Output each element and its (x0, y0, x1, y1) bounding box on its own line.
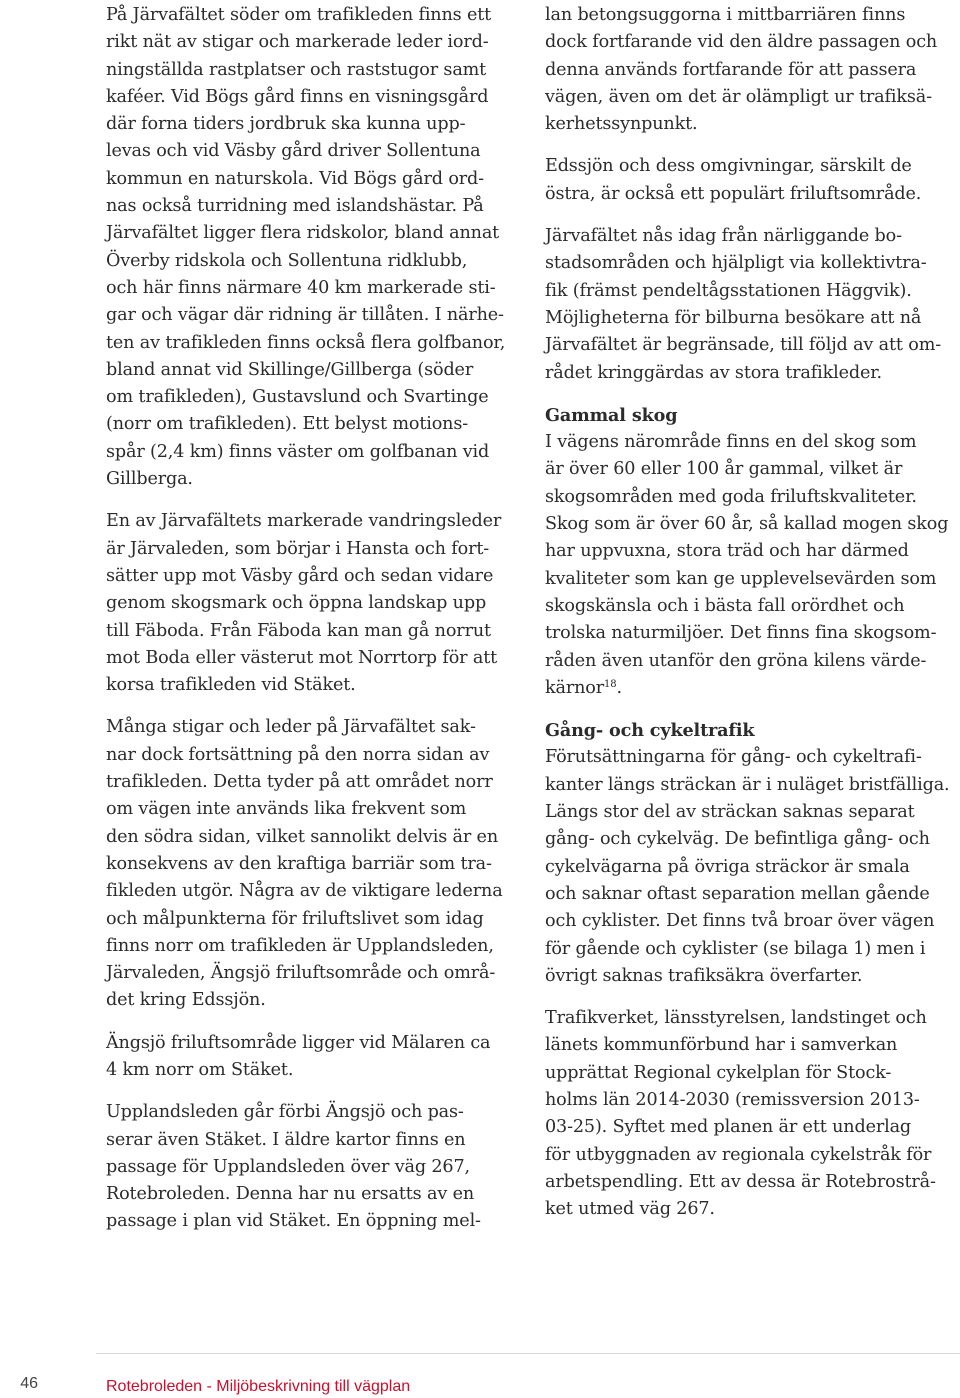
left-paragraph-3: Många stigar och leder på Järvafältet sak- nar dock fortsättning på den norra sidan av trafikleden. Detta tyder på att området norr om vägen inte används lika frekvent som den södra sidan, vilket sannolikt delvis är en konsekvens av den kraftiga barriär som tra- fikleden utgör. Några av de viktigare lederna och målpunkterna för friluftslivet som idag finns norr om trafikleden är Upplandsleden, Järvaleden, Ängsjö friluftsområde och områ- det kring Edssjön. (106, 717, 503, 1011)
right-paragraph-3: Järvafältet nås idag från närliggande bo- stadsområden och hjälpligt via kollektivtra- fik (främst pendeltågsstationen Häggvik). Möjligheterna för bilburna besökare att nå Järvafältet är begränsade, till följd av att om- rådet kringgärdas av stora trafikleder. (545, 226, 942, 383)
right-paragraph-2: Edssjön och dess omgivningar, särskilt de östra, är också ett populärt friluftsområde. (545, 156, 922, 204)
left-paragraph-1: På Järvafältet söder om trafikleden finns ett rikt nät av stigar och markerade leder iord- ningställda rastplatser och raststugor samt kaféer. Vid Bögs gård finns en visningsgård där forna tiders jordbruk ska kunna upp- levas och vid Väsby gård driver Sollentuna kommun en naturskola. Vid Bögs gård ord- nas också turridning med islandshästar. På Järvafältet ligger flera ridskolor, bland annat Överby ridskola och Sollentuna ridklubb, och här finns närmare 40 km markerade sti- gar och vägar där ridning är tillåten. I närhe- ten av trafikleden finns också flera golfbanor, bland annat vid Skillinge/Gillberga (söder om trafikleden), Gustavslund och Svartinge (norr om trafikleden). Ett belyst motions- spår (2,4 km) finns väster om golfbanan vid Gillberga. (106, 5, 506, 490)
left-paragraph-5: Upplandsleden går förbi Ängsjö och pas- serar även Stäket. I äldre kartor finns en passage för Upplandsleden över väg 267, Rotebroleden. Denna har nu ersatts av en passage i plan vid Stäket. En öppning mel- (106, 1102, 481, 1232)
right-paragraph-6: Trafikverket, länsstyrelsen, landstinget och länets kommunförbund har i samverkan upprättat Regional cykelplan för Stock- holms län 2014-2030 (remissversion 2013- 03-25). Syftet med planen är ett underlag för utbyggnaden av regionala cykelstråk för arbetspendling. Ett av dessa är Rotebrostrå- ket utmed väg 267. (545, 1008, 936, 1220)
right-paragraph-4 (545, 429, 957, 702)
left-column (106, 2, 524, 1251)
left-paragraph-4: Ängsjö friluftsområde ligger vid Mälaren ca 4 km norr om Stäket. (106, 1032, 491, 1080)
right-paragraph-5: Förutsättningarna för gång- och cykeltrafi- kanter längs sträckan är i nuläget bristfälliga. Längs stor del av sträckan saknas separat gång- och cykelväg. De befintliga gång- och cykelvägarna på övriga sträckor är smala och saknar oftast separation mellan gående och cyklister. Det finns två broar över vägen för gående och cyklister (se bilaga 1) men i övrigt saknas trafiksäkra överfarter. (545, 747, 950, 986)
page-number: 46 (20, 1375, 38, 1392)
footnote-reference: 18 (604, 678, 617, 690)
old-forest-text: I vägens närområde finns en del skog som är över 60 eller 100 år gammal, vilket är skogsområden med goda friluftskvaliteter. Skog som är över 60 år, så kallad mogen skog har uppvuxna, stora träd och har därmed kvaliteter som kan ge upplevelsevärden som skogskänsla och i bästa fall orördhet och trolska naturmiljöer. Det finns fina skogsom- råden även utanför den gröna kilens värde- kärnor (545, 432, 949, 698)
footer-document-title: Rotebroleden - Miljöbeskrivning till vägplan (106, 1378, 411, 1395)
section-heading-walking-cycling: Gång- och cykeltrafik (545, 720, 755, 742)
right-paragraph-1: lan betongsuggorna i mittbarriären finns dock fortfarande vid den äldre passagen och denna används fortfarande för att passera vägen, även om det är olämpligt ur trafiksä- kerhetssynpunkt. (545, 5, 938, 135)
section-heading-old-forest: Gammal skog (545, 404, 678, 426)
footer-divider (96, 1353, 960, 1354)
old-forest-text-end: . (616, 677, 622, 698)
right-column (545, 2, 957, 1238)
left-paragraph-2: En av Järvafältets markerade vandringsleder är Järvaleden, som börjar i Hansta och fort- sätter upp mot Väsby gård och sedan vidare genom skogsmark och öppna landskap upp till Fäboda. Från Fäboda kan man gå norrut mot Boda eller västerut mot Norrtorp för att korsa trafikleden vid Stäket. (106, 511, 502, 696)
